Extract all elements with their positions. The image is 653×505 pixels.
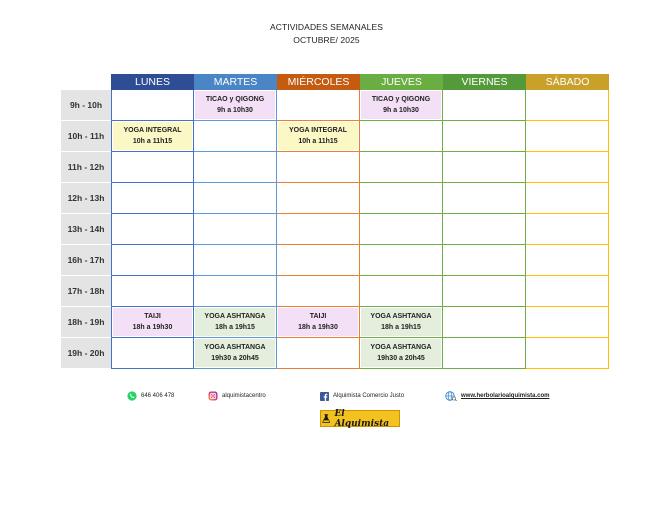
schedule-cell-martes — [194, 245, 277, 276]
schedule-cell-jueves — [360, 183, 443, 214]
schedule-cell-sabado — [526, 276, 609, 307]
activity-time: 18h a 19h30 — [132, 324, 173, 331]
schedule-cell-jueves — [360, 276, 443, 307]
phone-number: 646 406 478 — [141, 393, 175, 399]
activity-block — [278, 308, 358, 336]
table-corner — [61, 74, 111, 90]
schedule-cell-jueves — [360, 121, 443, 152]
schedule-cell-jueves — [360, 307, 443, 338]
day-header-viernes: VIERNES — [443, 74, 526, 90]
facebook-page: Alquimista Comercio Justo — [333, 393, 405, 399]
activity-time: 9h a 10h30 — [383, 107, 419, 114]
time-slot-label: 9h - 10h — [61, 90, 111, 121]
web-globe-icon — [445, 391, 457, 401]
day-header-miercoles: MIÉRCOLES — [277, 74, 360, 90]
activity-block — [278, 122, 358, 150]
schedule-cell-martes — [194, 183, 277, 214]
schedule-cell-jueves — [360, 245, 443, 276]
schedule-cell-sabado — [526, 307, 609, 338]
activity-name: TICAO y QIGONG — [205, 96, 265, 103]
activity-time: 10h a 11h15 — [298, 138, 338, 145]
activity-time: 19h30 a 20h45 — [211, 355, 259, 362]
schedule-cell-martes — [194, 276, 277, 307]
alembic-icon — [321, 413, 331, 424]
schedule-cell-viernes — [443, 90, 526, 121]
instagram-handle: alquimistacentro — [222, 393, 266, 399]
activity-block — [113, 122, 192, 150]
schedule-cell-martes — [194, 90, 277, 121]
page-subtitle: OCTUBRE/ 2025 — [293, 35, 360, 45]
schedule-cell-sabado — [526, 90, 609, 121]
schedule-cell-sabado — [526, 183, 609, 214]
activity-block — [361, 308, 441, 336]
website-contact[interactable] — [445, 389, 549, 403]
whatsapp-icon — [127, 391, 137, 401]
schedule-cell-miercoles — [277, 121, 360, 152]
activity-time: 9h a 10h30 — [217, 107, 253, 114]
activity-name: TAIJI — [144, 313, 161, 320]
schedule-cell-sabado — [526, 245, 609, 276]
schedule-cell-viernes — [443, 245, 526, 276]
schedule-cell-sabado — [526, 214, 609, 245]
activity-time: 18h a 19h15 — [381, 324, 421, 331]
activity-block — [195, 308, 275, 336]
schedule-cell-viernes — [443, 214, 526, 245]
activity-name: YOGA ASHTANGA — [204, 313, 266, 320]
activity-name: YOGA ASHTANGA — [204, 344, 266, 351]
schedule-cell-miercoles — [277, 183, 360, 214]
schedule-cell-miercoles — [277, 276, 360, 307]
day-header-martes: MARTES — [194, 74, 277, 90]
schedule-cell-jueves — [360, 338, 443, 369]
schedule-cell-miercoles — [277, 338, 360, 369]
instagram-contact[interactable] — [208, 389, 266, 403]
activity-block — [361, 339, 441, 367]
activity-time: 10h a 11h15 — [132, 138, 173, 145]
time-slot-label: 12h - 13h — [61, 183, 111, 214]
schedule-cell-lunes — [111, 121, 194, 152]
activity-block — [113, 308, 192, 336]
schedule-cell-lunes — [111, 276, 194, 307]
activity-name: YOGA INTEGRAL — [288, 127, 348, 134]
activity-name: YOGA INTEGRAL — [123, 127, 182, 134]
time-slot-label: 11h - 12h — [61, 152, 111, 183]
schedule-cell-martes — [194, 307, 277, 338]
schedule-cell-viernes — [443, 183, 526, 214]
schedule-cell-miercoles — [277, 307, 360, 338]
activity-block — [361, 91, 441, 119]
facebook-icon — [320, 392, 329, 401]
day-header-sabado: SÁBADO — [526, 74, 609, 90]
activity-name: TAIJI — [309, 313, 327, 320]
activity-name: YOGA ASHTANGA — [370, 344, 432, 351]
schedule-cell-viernes — [443, 152, 526, 183]
activity-name: TICAO y QIGONG — [371, 96, 431, 103]
schedule-cell-lunes — [111, 152, 194, 183]
day-header-jueves: JUEVES — [360, 74, 443, 90]
schedule-cell-viernes — [443, 276, 526, 307]
activity-time: 18h a 19h15 — [215, 324, 255, 331]
time-slot-label: 13h - 14h — [61, 214, 111, 245]
schedule-cell-miercoles — [277, 90, 360, 121]
brand-logo — [320, 410, 400, 427]
schedule-cell-jueves — [360, 152, 443, 183]
schedule-cell-lunes — [111, 338, 194, 369]
instagram-icon — [208, 391, 218, 401]
activity-block — [195, 339, 275, 367]
phone-contact[interactable] — [127, 389, 174, 403]
schedule-cell-miercoles — [277, 245, 360, 276]
schedule-cell-martes — [194, 214, 277, 245]
activity-name: YOGA ASHTANGA — [370, 313, 432, 320]
time-slot-label: 19h - 20h — [61, 338, 111, 369]
schedule-cell-viernes — [443, 338, 526, 369]
schedule-table — [61, 74, 609, 370]
schedule-cell-lunes — [111, 307, 194, 338]
schedule-cell-lunes — [111, 214, 194, 245]
activity-time: 19h30 a 20h45 — [377, 355, 425, 362]
schedule-cell-martes — [194, 338, 277, 369]
activity-block — [195, 91, 275, 119]
schedule-cell-miercoles — [277, 214, 360, 245]
facebook-contact[interactable] — [320, 389, 404, 403]
schedule-cell-sabado — [526, 338, 609, 369]
schedule-cell-lunes — [111, 245, 194, 276]
schedule-cell-jueves — [360, 214, 443, 245]
logo-text: El Alquimista — [334, 408, 390, 429]
day-header-lunes: LUNES — [111, 74, 194, 90]
schedule-cell-jueves — [360, 90, 443, 121]
schedule-cell-sabado — [526, 152, 609, 183]
schedule-cell-lunes — [111, 183, 194, 214]
website-link[interactable]: www.herbolarioalquimista.com — [461, 393, 550, 399]
time-slot-label: 16h - 17h — [61, 245, 111, 276]
schedule-cell-lunes — [111, 90, 194, 121]
contact-footer — [0, 389, 653, 405]
time-slot-label: 18h - 19h — [61, 307, 111, 338]
page-title: ACTIVIDADES SEMANALES — [269, 22, 384, 32]
schedule-cell-martes — [194, 121, 277, 152]
time-slot-label: 17h - 18h — [61, 276, 111, 307]
schedule-cell-viernes — [443, 307, 526, 338]
schedule-cell-sabado — [526, 121, 609, 152]
schedule-cell-martes — [194, 152, 277, 183]
schedule-cell-miercoles — [277, 152, 360, 183]
schedule-cell-viernes — [443, 121, 526, 152]
activity-time: 18h a 19h30 — [298, 324, 338, 331]
time-slot-label: 10h - 11h — [61, 121, 111, 152]
